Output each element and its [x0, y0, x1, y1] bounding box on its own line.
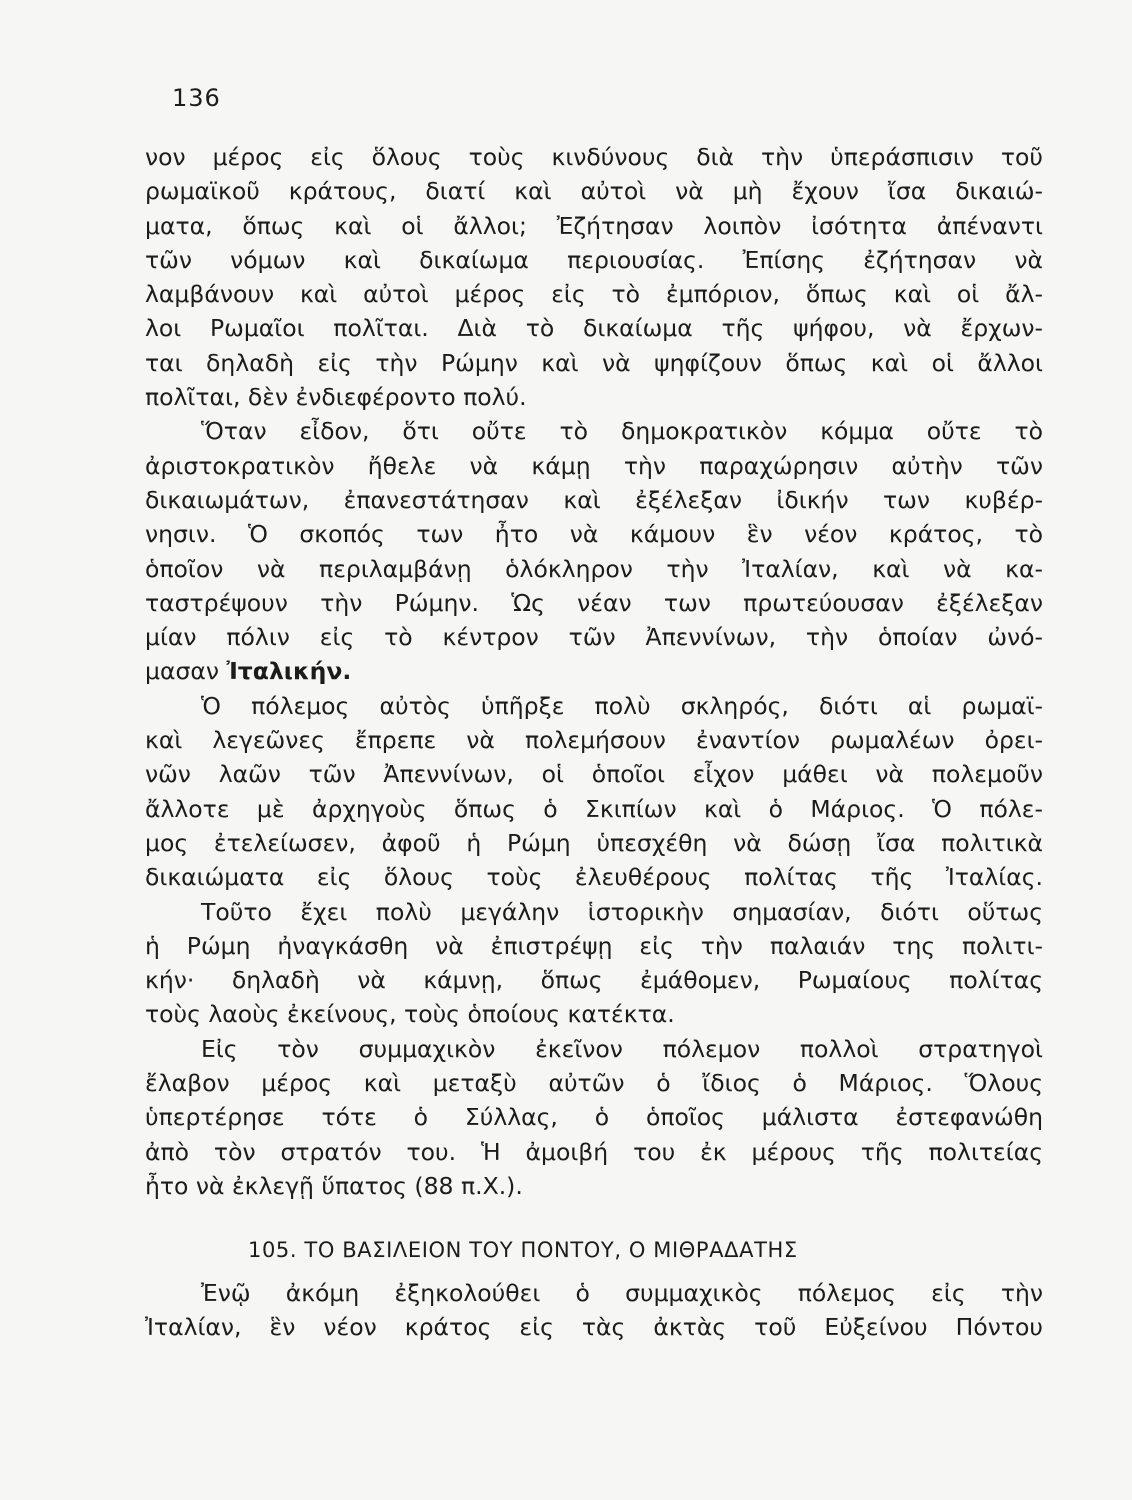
text-line: ται δηλαδὴ εἰς τὴν Ρώμην καὶ νὰ ψηφίζουν ὅπως καὶ οἱ ἄλλοι — [145, 348, 1043, 377]
text-line: ἡ Ρώμη ἠναγκάσθη νὰ ἐπιστρέψῃ εἰς τὴν παλαιάν της πολιτι- — [145, 931, 1043, 960]
section-heading: 105. ΤΟ ΒΑΣΙΛΕΙΟΝ ΤΟΥ ΠΟΝΤΟΥ, Ο ΜΙΘΡΑΔΑΤΗΣ — [248, 1238, 798, 1262]
text-line: ταστρέψουν τὴν Ρώμην. Ὡς νέαν των πρωτεύουσαν ἐξέλεξαν — [145, 588, 1043, 617]
text-line: ἔλαβον μέρος καὶ μεταξὺ αὐτῶν ὁ ἴδιος ὁ Μάριος. Ὅλους — [145, 1069, 1043, 1098]
page-number: 136 — [172, 84, 221, 112]
text-line: δικαιώματα εἰς ὅλους τοὺς ἐλευθέρους πολίτας τῆς Ἰταλίας. — [145, 863, 1043, 892]
text-line: ἄλλοτε μὲ ἀρχηγοὺς ὅπως ὁ Σκιπίων καὶ ὁ Μάριος. Ὁ πόλε- — [145, 794, 1043, 823]
text-line: νησιν. Ὁ σκοπός των ἦτο νὰ κάμουν ἓν νέον κράτος, τὸ — [145, 520, 1043, 549]
text-line: πολῖται, δὲν ἐνδιεφέροντο πολύ. — [145, 383, 527, 412]
text-line: λοι Ρωμαῖοι πολῖται. Διὰ τὸ δικαίωμα τῆς ψήφου, νὰ ἔρχων- — [145, 314, 1043, 343]
text-line: ματα, ὅπως καὶ οἱ ἄλλοι; Ἐζήτησαν λοιπὸν ἰσότητα ἀπέναντι — [145, 211, 1043, 240]
text-line: Εἰς τὸν συμμαχικὸν ἐκεῖνον πόλεμον πολλοὶ στρατηγοὶ — [201, 1034, 1043, 1063]
text-line: δικαιωμάτων, ἐπανεστάτησαν καὶ ἐξέλεξαν ἰδικήν των κυβέρ- — [145, 485, 1043, 514]
text-line: τῶν νόμων καὶ δικαίωμα περιουσίας. Ἐπίσης ἐζήτησαν νὰ — [145, 245, 1043, 274]
text-line: ὑπερτέρησε τότε ὁ Σύλλας, ὁ ὁποῖος μάλιστα ἐστεφανώθη — [145, 1103, 1043, 1132]
section-body-text — [145, 1276, 1043, 1345]
text-line: μίαν πόλιν εἰς τὸ κέντρον τῶν Ἀπεννίνων, τὴν ὁποίαν ὠνό- — [145, 623, 1043, 652]
text-line: νῶν λαῶν τῶν Ἀπεννίνων, οἱ ὁποῖοι εἶχον μάθει νὰ πολεμοῦν — [145, 760, 1043, 789]
text-line: Ὅταν εἶδον, ὅτι οὔτε τὸ δημοκρατικὸν κόμμα οὔτε τὸ — [201, 417, 1043, 446]
text-line: λαμβάνουν καὶ αὐτοὶ μέρος εἰς τὸ ἐμπόριον, ὅπως καὶ οἱ ἄλ- — [145, 280, 1043, 309]
text-line: κήν· δηλαδὴ νὰ κάμνῃ, ὅπως ἐμάθομεν, Ρωμαίους πολίτας — [145, 966, 1043, 995]
text-line: Ἐνῷ ἀκόμη ἐξηκολούθει ὁ συμμαχικὸς πόλεμος εἰς τὴν — [201, 1279, 1043, 1307]
text-line: τοὺς λαοὺς ἐκείνους, τοὺς ὁποίους κατέκτα. — [145, 1000, 675, 1029]
body-text — [145, 140, 1043, 1203]
text-line: νον μέρος εἰς ὅλους τοὺς κινδύνους διὰ τὴν ὑπεράσπισιν τοῦ — [145, 143, 1043, 171]
text-line: Τοῦτο ἔχει πολὺ μεγάλην ἱστορικὴν σημασίαν, διότι οὕτως — [201, 897, 1043, 926]
text-line: ἀριστοκρατικὸν ἤθελε νὰ κάμῃ τὴν παραχώρησιν αὐτὴν τῶν — [145, 451, 1043, 480]
text-line: ἀπὸ τὸν στρατόν του. Ἡ ἀμοιβή του ἐκ μέρους τῆς πολιτείας — [145, 1137, 1043, 1166]
text-line: Ἰταλίαν, ἓν νέον κράτος εἰς τὰς ἀκτὰς τοῦ Εὐξείνου Πόντου — [145, 1313, 1043, 1342]
emphasized-term: Ἰταλικήν. — [226, 657, 352, 686]
text-line: μος ἐτελείωσεν, ἀφοῦ ἡ Ρώμη ὑπεσχέθη νὰ δώσῃ ἴσα πολιτικὰ — [145, 828, 1043, 857]
text-line: ἦτο νὰ ἐκλεγῇ ὕπατος (88 π.Χ.). — [145, 1171, 523, 1200]
text-line: μασαν Ἰταλικήν. — [145, 657, 352, 686]
text-line: ὁποῖον νὰ περιλαμβάνῃ ὁλόκληρον τὴν Ἰταλίαν, καὶ νὰ κα- — [145, 554, 1043, 583]
text-line: Ὁ πόλεμος αὐτὸς ὑπῆρξε πολὺ σκληρός, διότι αἱ ρωμαϊ- — [201, 691, 1043, 720]
text-line: καὶ λεγεῶνες ἔπρεπε νὰ πολεμήσουν ἐναντίον ρωμαλέων ὀρει- — [145, 726, 1043, 755]
text-line: ρωμαϊκοῦ κράτους, διατί καὶ αὐτοὶ νὰ μὴ ἔχουν ἴσα δικαιώ- — [145, 177, 1043, 206]
